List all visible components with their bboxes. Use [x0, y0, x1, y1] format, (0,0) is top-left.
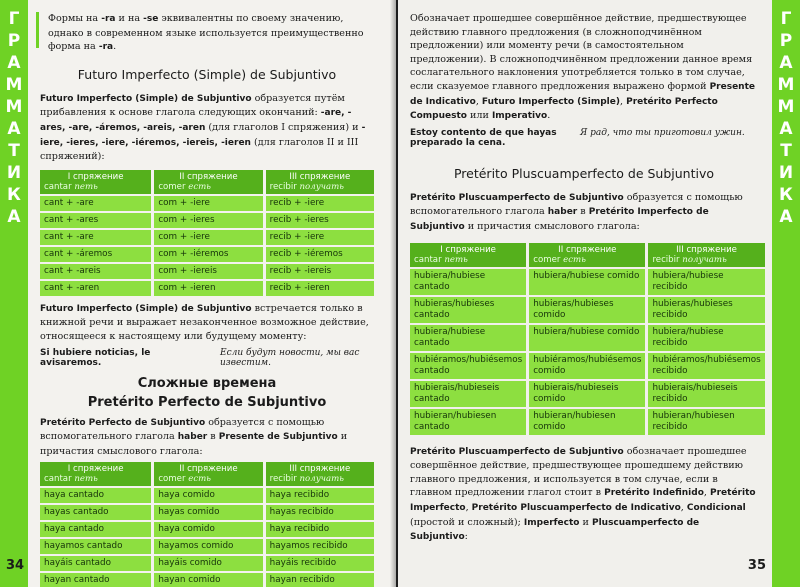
table-cell: com + -iereis [151, 264, 262, 279]
table-cell: recib + -iere [263, 230, 374, 245]
perfecto-table [40, 460, 374, 587]
page-number-right: 35 [747, 558, 766, 573]
table-cell: hubierais/hubieseis comido [526, 381, 645, 407]
side-label-left [0, 8, 28, 228]
table-cell: hubiera/hubiese recibido [645, 269, 764, 295]
left-column [40, 0, 374, 587]
table-cell: com + -iéremos [151, 247, 262, 262]
table-cell: hubiéramos/hubiésemos recibido [645, 353, 764, 379]
table-cell: com + -ieres [151, 213, 262, 228]
table-cell: hubiera/hubiese recibido [645, 325, 764, 351]
table-cell: hubiera/hubiese comido [526, 325, 645, 351]
page-number-left: 34 [6, 558, 25, 573]
table-cell: haya comido [151, 488, 262, 503]
table-row [410, 353, 765, 379]
table-cell: hubieran/hubiesen recibido [645, 409, 764, 435]
table-cell: hayas comido [151, 505, 262, 520]
table-cell: cant + -areis [40, 264, 151, 279]
table-cell: hubiera/hubiese cantado [410, 269, 526, 295]
infinitive-pair [533, 255, 641, 265]
pluscuamperfecto-description: Pretérito Pluscuamperfecto de Subjuntivo образуется с помощью вспомогательного глагола haber в Pretérito Imperfecto de Subjuntivo и причастия смыслового глагола: [410, 191, 743, 232]
table-row [40, 556, 374, 571]
example-russian: Я рад, что ты приготовил ужин. [580, 127, 745, 138]
infinitive-spanish: cantar [44, 474, 72, 485]
table-row [410, 409, 765, 435]
table-row [40, 522, 374, 537]
infinitive-russian: получать [299, 474, 344, 485]
table-row [410, 297, 765, 323]
table-header-cell [526, 243, 645, 267]
table-cell: hayan recibido [263, 573, 374, 587]
table-cell: haya recibido [263, 522, 374, 537]
pluscuamperfecto-usage: Pretérito Pluscuamperfecto de Subjuntivo обозначает прошедшее совершённое действие, предшествующее прошедшему действию главного предложения, и используется в том случае, если в главном предложении глагол стоит в Pretérito Indefinido, Pretérito Imperfecto, Pretérito Pluscuamperfecto de Indicativo, Condicional (простой и сложный); Imperfecto и Pluscuamperfecto de Subjuntivo: [410, 445, 756, 543]
conjugation-label: II спряжение [558, 244, 617, 255]
conjugation-label: III спряжение [289, 171, 351, 182]
perfecto-example [410, 128, 758, 148]
table-cell: hubiéramos/hubiésemos cantado [410, 353, 526, 379]
table-cell: hubiéramos/hubiésemos comido [526, 353, 645, 379]
infinitive-russian: петь [74, 474, 98, 485]
table-row [410, 381, 765, 407]
table-header-cell [151, 170, 262, 194]
table-header-cell [151, 462, 262, 486]
futuro-description: Futuro Imperfecto (Simple) de Subjuntivo образуется путём прибавления к основе глагола следующих окончаний: -are, -ares, -are, -áremos, -areis, -aren (для глаголов I спряжения) и -iere, -ieres, -iere, -iéremos, -iereis, -ieren (для глаголов II и III спряжений): [40, 92, 366, 163]
perfecto-title: Pretérito Perfecto de Subjuntivo [87, 394, 327, 410]
conjugation-label: I спряжение [440, 244, 496, 255]
infinitive-russian: петь [444, 254, 468, 265]
right-column [410, 0, 761, 545]
example-russian: Если будут новости, мы вас известим. [220, 347, 360, 368]
futuro-table [40, 168, 374, 298]
futuro-title: Futuro Imperfecto (Simple) de Subjuntivo [77, 66, 337, 82]
table-row [40, 230, 374, 245]
table-cell: hayas cantado [40, 505, 151, 520]
side-label-text: ГРАММАТИКА [5, 9, 23, 227]
compound-tenses-title: Сложные времена [137, 375, 277, 391]
infinitive-pair [270, 182, 370, 192]
conjugation-label: I спряжение [67, 464, 124, 475]
infinitive-spanish: comer [533, 254, 561, 265]
right-side-strip [772, 0, 800, 587]
table-cell: hubiera/hubiese comido [526, 269, 645, 295]
table-cell: hayáis recibido [263, 556, 374, 571]
table-row [40, 539, 374, 554]
infinitive-spanish: recibir [652, 254, 680, 265]
infinitive-spanish: recibir [269, 474, 297, 485]
table-cell: cant + -ares [40, 213, 151, 228]
infinitive-spanish: recibir [269, 181, 297, 192]
table-cell: com + -iere [151, 196, 262, 211]
infinitive-pair [652, 255, 760, 265]
conjugation-label: III спряжение [676, 244, 737, 255]
infinitive-pair [414, 255, 522, 265]
infinitive-russian: петь [74, 181, 98, 192]
table-row [40, 213, 374, 228]
table-cell: cant + -are [40, 196, 151, 211]
conjugation-label: I спряжение [67, 171, 124, 182]
table-row [40, 505, 374, 520]
table-header-cell [263, 462, 374, 486]
table-cell: cant + -áremos [40, 247, 151, 262]
table-cell: haya comido [151, 522, 262, 537]
table-cell: recib + -iéremos [263, 247, 374, 262]
infinitive-pair [44, 474, 147, 484]
table-cell: recib + -iere [263, 196, 374, 211]
infinitive-pair [158, 182, 258, 192]
table-cell: haya cantado [40, 522, 151, 537]
table-header-cell [263, 170, 374, 194]
table-row [40, 196, 374, 211]
table-cell: hubieras/hubieses cantado [410, 297, 526, 323]
infinitive-russian: есть [188, 181, 211, 192]
perfecto-usage: Обозначает прошедшее совершённое действие, предшествующее действию главного предложения (в сложноподчинённом предложении) или моменту речи (в самостоятельном предложении). В сложноподчинённом предложении данное время сослагательного наклонения употребляется только в том случае, если сказуемое главного предложения выражено формой Presente de Indicativo, Futuro Imperfecto (Simple), Pretérito Perfecto Compuesto или Imperativo. [410, 13, 755, 122]
futuro-usage: Futuro Imperfecto (Simple) de Subjuntivo встречается только в книжной речи и выражает незаконченное возможное действие, относящееся к настоящему или будущему моменту: [40, 302, 369, 342]
table-cell: com + -iere [151, 230, 262, 245]
intro-accent-bar [36, 12, 39, 48]
table-cell: hayas recibido [263, 505, 374, 520]
intro-paragraph: Формы на -ra и на -se эквивалентны по своему значению, однако в современном языке используется преимущественно форма на -ra. [48, 13, 364, 53]
infinitive-pair [44, 182, 147, 192]
table-cell: hayamos cantado [40, 539, 151, 554]
pluscuamperfecto-table [410, 241, 765, 437]
table-cell: hubierais/hubieseis recibido [645, 381, 764, 407]
side-label-text: ГРАММАТИКА [777, 9, 795, 227]
infinitive-pair [270, 474, 370, 484]
infinitive-russian: есть [563, 254, 586, 265]
conjugation-label: II спряжение [179, 464, 238, 475]
table-cell: hayáis cantado [40, 556, 151, 571]
table-cell: haya recibido [263, 488, 374, 503]
table-row [40, 247, 374, 262]
infinitive-spanish: cantar [414, 254, 442, 265]
table-cell: hubierais/hubieseis cantado [410, 381, 526, 407]
example-spanish: Estoy contento de que hayas preparado la cena. [410, 127, 557, 148]
table-header-cell [410, 243, 526, 267]
perfecto-description: Pretérito Perfecto de Subjuntivo образуется с помощью вспомогательного глагола haber в Presente de Subjuntivo и причастия смыслового глагола: [40, 416, 348, 457]
right-page [398, 0, 800, 587]
table-cell: recib + -ieren [263, 281, 374, 296]
table-cell: hayamos recibido [263, 539, 374, 554]
left-page [0, 0, 396, 587]
conjugation-label: III спряжение [289, 464, 351, 475]
infinitive-russian: получать [299, 181, 344, 192]
table-cell: hayamos comido [151, 539, 262, 554]
table-row [410, 325, 765, 351]
table-cell: hubieras/hubieses recibido [645, 297, 764, 323]
table-cell: hubieran/hubiesen comido [526, 409, 645, 435]
infinitive-pair [158, 474, 258, 484]
table-cell: hubiera/hubiese cantado [410, 325, 526, 351]
table-header-cell [40, 170, 151, 194]
table-cell: haya cantado [40, 488, 151, 503]
table-row [40, 488, 374, 503]
table-cell: hubieras/hubieses comido [526, 297, 645, 323]
table-cell: recib + -iereis [263, 264, 374, 279]
table-cell: hubieran/hubiesen cantado [410, 409, 526, 435]
table-cell: hayan comido [151, 573, 262, 587]
table-cell: recib + -ieres [263, 213, 374, 228]
side-label-right [772, 8, 800, 228]
table-cell: hayáis comido [151, 556, 262, 571]
infinitive-spanish: cantar [44, 181, 72, 192]
table-row [40, 281, 374, 296]
conjugation-label: II спряжение [179, 171, 238, 182]
infinitive-spanish: comer [158, 181, 186, 192]
pluscuamperfecto-title: Pretérito Pluscuamperfecto de Subjuntivo [453, 165, 715, 181]
table-cell: cant + -aren [40, 281, 151, 296]
infinitive-russian: есть [188, 474, 211, 485]
example-spanish: Si hubiere noticias, le avisaremos. [40, 347, 151, 368]
infinitive-russian: получать [682, 254, 727, 265]
table-cell: cant + -are [40, 230, 151, 245]
infinitive-spanish: comer [158, 474, 186, 485]
table-row [40, 264, 374, 279]
table-header-cell [40, 462, 151, 486]
table-row [410, 269, 765, 295]
table-cell: com + -ieren [151, 281, 262, 296]
table-header-cell [645, 243, 764, 267]
futuro-example [40, 348, 374, 368]
table-row [40, 573, 374, 587]
table-cell: hayan cantado [40, 573, 151, 587]
left-side-strip [0, 0, 28, 587]
